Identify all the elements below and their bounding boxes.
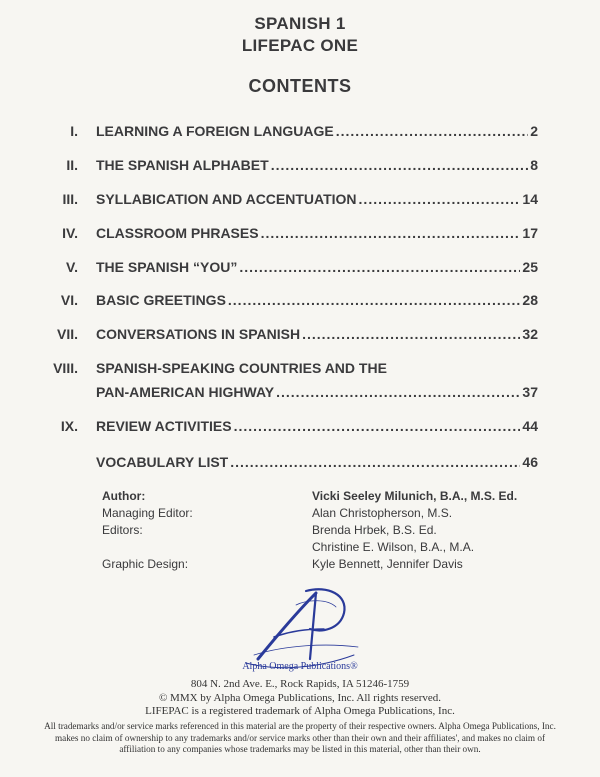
- managing-editor-name: Alan Christopherson, M.S.: [312, 506, 453, 520]
- leader-dots: [234, 416, 521, 436]
- publisher-address: 804 N. 2nd Ave. E., Rock Rapids, IA 51246-1759: [190, 678, 410, 690]
- toc-title: CLASSROOM PHRASES: [96, 225, 259, 241]
- managing-editor-role: Managing Editor:: [102, 506, 193, 520]
- toc-title: LEARNING A FOREIGN LANGUAGE: [96, 123, 334, 139]
- toc-entry-6: [0, 290, 600, 310]
- toc-entry-8-line1: [0, 358, 600, 378]
- toc-entry-2: [0, 155, 600, 175]
- contents-heading: CONTENTS: [248, 76, 352, 96]
- toc-title-line1: SPANISH-SPEAKING COUNTRIES AND THE: [96, 360, 387, 376]
- toc-number: VIII.: [53, 360, 78, 376]
- toc-number: VI.: [60, 292, 78, 308]
- toc-page-number: 14: [522, 191, 538, 207]
- toc-page-number: 28: [522, 292, 538, 308]
- toc-number: I.: [70, 123, 78, 139]
- leader-dots: [336, 121, 528, 141]
- editor-name-2: Christine E. Wilson, B.A., M.A.: [312, 540, 475, 554]
- toc-entry-1: [0, 121, 600, 141]
- toc-title: PAN-AMERICAN HIGHWAY: [96, 384, 275, 400]
- leader-dots: [228, 290, 521, 310]
- author-role: Author:: [102, 489, 146, 503]
- toc-entry-8: [0, 382, 600, 402]
- leader-dots: [239, 257, 520, 277]
- toc-number: III.: [62, 191, 78, 207]
- toc-title: BASIC GREETINGS: [96, 292, 226, 308]
- toc-title: REVIEW ACTIVITIES: [96, 418, 232, 434]
- toc-entry-10: [0, 452, 600, 472]
- toc-number: IX.: [60, 418, 78, 434]
- toc-page-number: 2: [530, 123, 538, 139]
- toc-title: THE SPANISH ALPHABET: [96, 157, 269, 173]
- toc-page-number: 37: [522, 384, 538, 400]
- leader-dots: [271, 155, 529, 175]
- leader-dots: [302, 324, 520, 344]
- author-name: Vicki Seeley Milunich, B.A., M.S. Ed.: [312, 489, 518, 503]
- toc-page-number: 46: [522, 454, 538, 470]
- toc-page-number: 25: [522, 259, 538, 275]
- toc-number: II.: [66, 157, 78, 173]
- leader-dots: [261, 223, 521, 243]
- toc-page-number: 44: [522, 418, 538, 434]
- legal-line-3: affiliation to any companies whose trademarks may be listed in this material, other than their own.: [119, 744, 481, 754]
- toc-page-number: 8: [530, 157, 538, 173]
- toc-title: CONVERSATIONS IN SPANISH: [96, 326, 301, 342]
- legal-line-2: makes no claim of ownership to any trademarks and/or service marks other than their own and their affiliates', and makes no claim of: [54, 732, 546, 743]
- legal-line-1: All trademarks and/or service marks referenced in this material are the property of their respective owners. Alpha Omega Publications, Inc.: [44, 721, 556, 731]
- leader-dots: [230, 452, 520, 472]
- toc-title: THE SPANISH “YOU”: [96, 259, 238, 275]
- toc-entry-3: [0, 189, 600, 209]
- toc-page-number: 17: [522, 225, 538, 241]
- legal-notice: [40, 721, 560, 756]
- leader-dots: [276, 382, 520, 402]
- leader-dots: [359, 189, 521, 209]
- graphic-design-role: Graphic Design:: [102, 557, 189, 571]
- editors-role: Editors:: [102, 523, 143, 537]
- toc-page-number: 32: [522, 326, 538, 342]
- toc-title: SYLLABICATION AND ACCENTUATION: [96, 191, 357, 207]
- trademark-line: LIFEPAC is a registered trademark of Alpha Omega Publications, Inc.: [145, 705, 455, 717]
- editor-name-1: Brenda Hrbek, B.S. Ed.: [312, 523, 437, 537]
- unit-title: LIFEPAC ONE: [241, 36, 359, 55]
- toc-title: VOCABULARY LIST: [96, 454, 229, 470]
- graphic-design-name: Kyle Bennett, Jennifer Davis: [312, 557, 463, 571]
- copyright-line: © MMX by Alpha Omega Publications, Inc. All rights reserved.: [158, 692, 442, 704]
- toc-entry-9: [0, 416, 600, 436]
- course-title: SPANISH 1: [254, 14, 346, 33]
- toc-number: V.: [66, 259, 78, 275]
- toc-entry-4: [0, 223, 600, 243]
- toc-entry-7: [0, 324, 600, 344]
- publisher-logo-text: Alpha Omega Publications®: [242, 661, 358, 672]
- toc-number: IV.: [62, 225, 78, 241]
- toc-entry-5: [0, 257, 600, 277]
- toc-number: VII.: [56, 326, 78, 342]
